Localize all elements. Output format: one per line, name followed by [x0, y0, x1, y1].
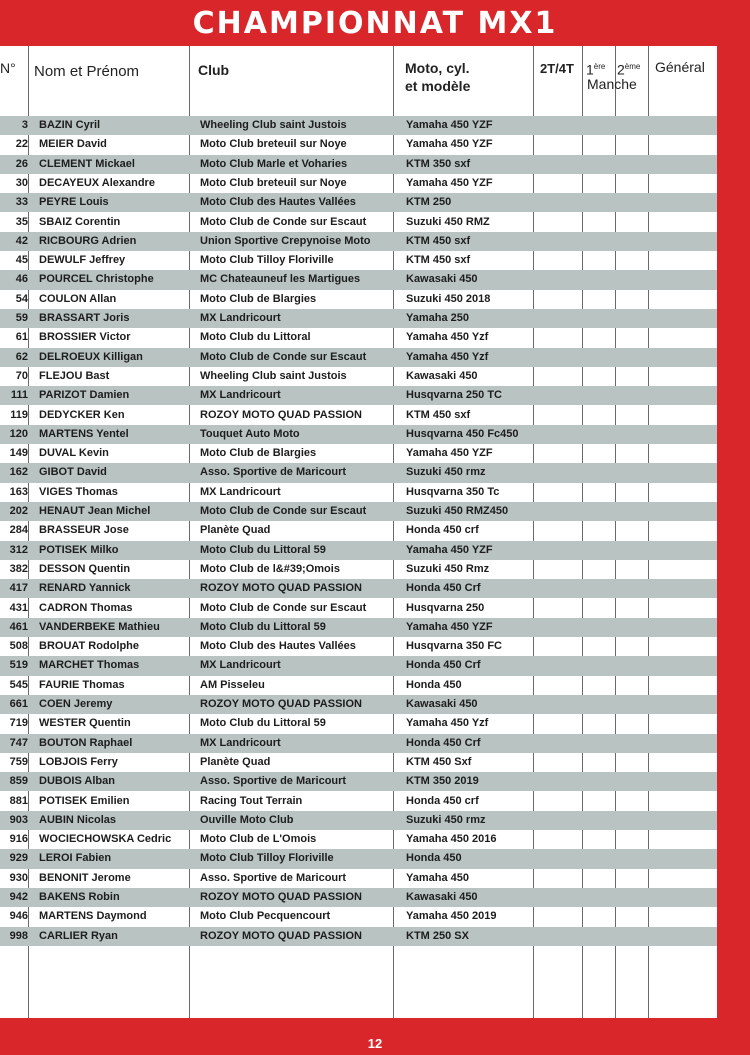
rider-name: AUBIN Nicolas	[39, 813, 117, 826]
row-number: 431	[9, 601, 28, 614]
club-name: Union Sportive Crepynoise Moto	[200, 234, 371, 247]
row-number: 946	[9, 910, 28, 923]
club-name: Moto Club du Littoral	[200, 331, 311, 344]
table-row	[0, 560, 717, 579]
rider-name: BAKENS Robin	[39, 891, 120, 903]
rider-name: WESTER Quentin	[39, 717, 131, 730]
moto-model: KTM 450 sxf	[406, 234, 471, 247]
row-number: 859	[9, 775, 28, 788]
moto-model: Yamaha 450	[406, 871, 469, 884]
row-number: 519	[9, 659, 28, 672]
table-row	[0, 425, 717, 444]
rider-name: DECAYEUX Alexandre	[39, 176, 155, 189]
table-row	[0, 463, 717, 482]
moto-model: Yamaha 450 YZF	[406, 176, 493, 189]
moto-model: KTM 350 sxf	[406, 157, 471, 170]
club-name: ROZOY MOTO QUAD PASSION	[200, 582, 362, 595]
club-name: Ouville Moto Club	[200, 813, 294, 826]
club-name: Moto Club du Littoral 59	[200, 717, 326, 730]
club-name: MC Chateauneuf les Martigues	[200, 273, 361, 286]
row-number: 881	[9, 794, 28, 807]
rider-name: MARTENS Daymond	[39, 910, 147, 923]
club-name: Touquet Auto Moto	[200, 427, 300, 440]
row-number: 202	[9, 505, 28, 517]
club-name: ROZOY MOTO QUAD PASSION	[200, 698, 362, 710]
rider-name: PARIZOT Damien	[39, 389, 130, 402]
club-name: Moto Club de l&#39;Omois	[200, 562, 340, 575]
table-row	[0, 714, 717, 733]
row-number: 54	[15, 292, 28, 305]
table-row	[0, 309, 717, 328]
row-number: 929	[9, 852, 28, 865]
row-number: 903	[9, 813, 28, 826]
moto-model: Yamaha 450 YZF	[406, 543, 493, 556]
moto-model: Yamaha 250	[406, 312, 469, 324]
row-number: 35	[15, 215, 28, 228]
table-row	[0, 155, 717, 174]
table-row	[0, 579, 717, 598]
moto-model: Husqvarna 450 Fc450	[406, 427, 519, 440]
table-row	[0, 830, 717, 849]
table-row	[0, 869, 717, 888]
table-row	[0, 637, 717, 656]
table-row	[0, 193, 717, 212]
row-number: 111	[10, 389, 28, 402]
row-number: 747	[9, 736, 28, 749]
rider-name: BENONIT Jerome	[39, 871, 131, 884]
rider-name: CADRON Thomas	[39, 601, 133, 614]
rider-name: LOBJOIS Ferry	[39, 755, 118, 768]
club-name: MX Landricourt	[200, 312, 281, 324]
rider-name: LEROI Fabien	[39, 852, 112, 865]
moto-model: Honda 450 Crf	[406, 659, 481, 672]
table-row	[0, 618, 717, 637]
club-name: AM Pisseleu	[200, 678, 265, 691]
moto-model: Honda 450 Crf	[406, 582, 481, 595]
club-name: Moto Club Marle et Voharies	[200, 157, 348, 170]
rider-name: GIBOT David	[39, 466, 107, 479]
rider-name: DESSON Quentin	[39, 562, 131, 575]
rider-name: DEDYCKER Ken	[39, 408, 125, 421]
table-row	[0, 213, 717, 232]
table-row	[0, 367, 717, 386]
moto-model: Suzuki 450 RMZ	[406, 215, 490, 228]
table-row	[0, 849, 717, 868]
moto-model: KTM 450 sxf	[406, 408, 471, 421]
rider-name: DUVAL Kevin	[39, 447, 109, 460]
table-row	[0, 406, 717, 425]
row-number: 461	[9, 620, 28, 633]
rider-name: VANDERBEKE Mathieu	[39, 620, 160, 633]
club-name: Wheeling Club saint Justois	[200, 369, 347, 382]
row-number: 417	[9, 582, 28, 595]
rider-name: FLEJOU Bast	[39, 369, 110, 382]
row-number: 42	[15, 234, 28, 247]
table-row	[0, 753, 717, 772]
club-name: Planète Quad	[200, 524, 271, 537]
moto-model: Yamaha 450 YZF	[406, 119, 493, 131]
club-name: Planète Quad	[200, 755, 271, 768]
table-row	[0, 927, 717, 946]
club-name: MX Landricourt	[200, 485, 281, 498]
table-row	[0, 270, 717, 289]
row-number: 26	[15, 157, 28, 170]
row-number: 759	[9, 755, 28, 768]
row-number: 120	[9, 427, 28, 440]
table-row	[0, 656, 717, 675]
rider-name: COEN Jeremy	[39, 698, 113, 710]
moto-model: Husqvarna 250 TC	[406, 389, 502, 402]
club-name: Moto Club du Littoral 59	[200, 543, 326, 556]
club-name: Asso. Sportive de Maricourt	[200, 466, 347, 479]
moto-model: Suzuki 450 rmz	[406, 466, 486, 479]
moto-model: Yamaha 450 2016	[406, 833, 497, 846]
moto-model: Husqvarna 350 Tc	[406, 485, 500, 498]
club-name: Moto Club de L'Omois	[200, 833, 317, 846]
table-row	[0, 290, 717, 309]
club-name: ROZOY MOTO QUAD PASSION	[200, 891, 362, 903]
moto-model: Suzuki 450 RMZ450	[406, 505, 509, 517]
header-number: N°	[0, 60, 16, 76]
moto-model: KTM 450 sxf	[406, 254, 471, 267]
moto-model: Yamaha 450 Yzf	[406, 350, 489, 363]
row-number: 930	[9, 871, 28, 884]
rider-name: BRASSEUR Jose	[39, 524, 129, 537]
header-general: Général	[655, 59, 705, 75]
table-row	[0, 811, 717, 830]
rider-name: SBAIZ Corentin	[39, 215, 121, 228]
club-name: Moto Club de Conde sur Escaut	[200, 601, 367, 614]
rider-name: DUBOIS Alban	[39, 775, 115, 788]
club-name: Moto Club de Blargies	[200, 292, 317, 305]
rider-name: CARLIER Ryan	[39, 929, 118, 942]
club-name: Moto Club Pecquencourt	[200, 910, 331, 923]
club-name: Asso. Sportive de Maricourt	[200, 775, 347, 788]
rider-name: MARTENS Yentel	[39, 427, 129, 440]
rider-name: HENAUT Jean Michel	[39, 505, 151, 517]
moto-model: KTM 350 2019	[406, 775, 479, 788]
club-name: Asso. Sportive de Maricourt	[200, 871, 347, 884]
table-row	[0, 135, 717, 154]
moto-model: KTM 250	[406, 196, 452, 209]
row-number: 149	[9, 447, 28, 460]
club-name: ROZOY MOTO QUAD PASSION	[200, 408, 362, 421]
header-manche-1: 1ère	[586, 61, 606, 78]
rider-name: POTISEK Milko	[39, 543, 119, 556]
moto-model: Yamaha 450 YZF	[406, 447, 493, 460]
moto-model: Kawasaki 450	[406, 698, 478, 710]
moto-model: Honda 450 crf	[406, 524, 479, 537]
row-number: 942	[9, 891, 28, 903]
moto-model: Husqvarna 350 FC	[406, 640, 502, 653]
table-row	[0, 888, 717, 907]
club-name: Moto Club Tilloy Floriville	[200, 852, 334, 865]
rider-name: WOCIECHOWSKA Cedric	[39, 833, 172, 846]
rider-name: BOUTON Raphael	[39, 736, 133, 749]
club-name: MX Landricourt	[200, 659, 281, 672]
row-number: 998	[9, 929, 28, 942]
header-manche-2: 2ème	[617, 61, 641, 78]
row-number: 3	[21, 119, 28, 131]
row-number: 284	[9, 524, 28, 537]
row-number: 22	[15, 138, 28, 151]
club-name: Moto Club du Littoral 59	[200, 620, 326, 633]
results-table	[0, 46, 717, 1018]
row-number: 162	[9, 466, 28, 479]
moto-model: Yamaha 450 2019	[406, 910, 497, 923]
club-name: MX Landricourt	[200, 389, 281, 402]
table-row	[0, 734, 717, 753]
header-manche: Manche	[587, 76, 637, 92]
table-row	[0, 483, 717, 502]
moto-model: Honda 450	[406, 852, 462, 865]
table-row	[0, 251, 717, 270]
header-moto-line2: et modèle	[405, 78, 471, 94]
table-row	[0, 444, 717, 463]
table-row	[0, 599, 717, 618]
club-name: Moto Club Tilloy Floriville	[200, 254, 334, 267]
row-number: 70	[15, 369, 28, 382]
table-row	[0, 502, 717, 521]
club-name: Moto Club breteuil sur Noye	[200, 138, 347, 151]
club-name: Moto Club de Blargies	[200, 447, 317, 460]
club-name: ROZOY MOTO QUAD PASSION	[200, 929, 362, 942]
table-row	[0, 907, 717, 926]
header-moto-line1: Moto, cyl.	[405, 60, 470, 76]
moto-model: Yamaha 450 YZF	[406, 138, 493, 151]
table-row	[0, 772, 717, 791]
row-number: 163	[9, 485, 28, 498]
table-row	[0, 386, 717, 405]
moto-model: Kawasaki 450	[406, 891, 478, 903]
moto-model: Honda 450 crf	[406, 794, 479, 807]
row-number: 62	[15, 350, 28, 363]
header-name: Nom et Prénom	[34, 63, 140, 80]
club-name: Moto Club breteuil sur Noye	[200, 176, 347, 189]
club-name: Moto Club de Conde sur Escaut	[200, 350, 367, 363]
rider-name: RENARD Yannick	[39, 582, 131, 595]
header-engine: 2T/4T	[540, 61, 574, 76]
moto-model: Honda 450	[406, 678, 462, 691]
table-row	[0, 521, 717, 540]
club-name: Moto Club de Conde sur Escaut	[200, 215, 367, 228]
moto-model: Suzuki 450 Rmz	[406, 562, 490, 575]
rider-name: BROUAT Rodolphe	[39, 640, 140, 653]
row-number: 382	[9, 562, 28, 575]
row-number: 45	[15, 254, 28, 267]
rider-name: VIGES Thomas	[39, 485, 118, 498]
moto-model: KTM 250 SX	[406, 929, 469, 942]
row-number: 661	[9, 698, 28, 710]
moto-model: Suzuki 450 rmz	[406, 813, 486, 826]
club-name: Racing Tout Terrain	[200, 794, 303, 807]
club-name: Moto Club des Hautes Vallées	[200, 196, 356, 209]
rider-name: BAZIN Cyril	[39, 119, 101, 131]
row-number: 508	[9, 640, 28, 653]
rider-name: POTISEK Emilien	[39, 794, 130, 807]
table-row	[0, 695, 717, 714]
page-title: CHAMPIONNAT MX1	[192, 6, 558, 41]
row-number: 119	[10, 408, 28, 421]
club-name: Wheeling Club saint Justois	[200, 119, 347, 131]
rider-name: COULON Allan	[39, 292, 117, 305]
table-row	[0, 116, 717, 135]
table-row	[0, 328, 717, 347]
rider-name: FAURIE Thomas	[39, 678, 125, 691]
row-number: 30	[15, 176, 28, 189]
rider-name: RICBOURG Adrien	[39, 234, 137, 247]
page-number: 12	[367, 1036, 383, 1051]
row-number: 312	[9, 543, 28, 556]
club-name: Moto Club des Hautes Vallées	[200, 640, 356, 653]
table-row	[0, 348, 717, 367]
moto-model: KTM 450 Sxf	[406, 755, 472, 768]
row-number: 545	[9, 678, 28, 691]
row-number: 719	[9, 717, 28, 730]
rider-name: BRASSART Joris	[39, 312, 130, 324]
moto-model: Yamaha 450 Yzf	[406, 331, 489, 344]
table-row	[0, 174, 717, 193]
moto-model: Suzuki 450 2018	[406, 292, 491, 305]
row-number: 46	[15, 273, 28, 286]
club-name: Moto Club de Conde sur Escaut	[200, 505, 367, 517]
moto-model: Kawasaki 450	[406, 369, 478, 382]
moto-model: Kawasaki 450	[406, 273, 478, 286]
rider-name: POURCEL Christophe	[39, 273, 154, 286]
row-number: 33	[15, 196, 28, 209]
moto-model: Yamaha 450 Yzf	[406, 717, 489, 730]
rider-name: BROSSIER Victor	[39, 331, 131, 344]
club-name: MX Landricourt	[200, 736, 281, 749]
rider-name: DEWULF Jeffrey	[39, 254, 126, 267]
moto-model: Husqvarna 250	[406, 601, 485, 614]
rider-name: MARCHET Thomas	[39, 659, 140, 672]
rider-name: DELROEUX Killigan	[39, 350, 143, 363]
table-row	[0, 232, 717, 251]
moto-model: Yamaha 450 YZF	[406, 620, 493, 633]
table-row	[0, 792, 717, 811]
moto-model: Honda 450 Crf	[406, 736, 481, 749]
rider-name: PEYRE Louis	[39, 196, 109, 209]
row-number: 61	[15, 331, 28, 344]
row-number: 916	[9, 833, 28, 846]
table-row	[0, 541, 717, 560]
header-club: Club	[198, 62, 230, 78]
rider-name: CLEMENT Mickael	[39, 157, 135, 170]
table-row	[0, 676, 717, 695]
row-number: 59	[15, 312, 28, 324]
rider-name: MEIER David	[39, 138, 107, 151]
